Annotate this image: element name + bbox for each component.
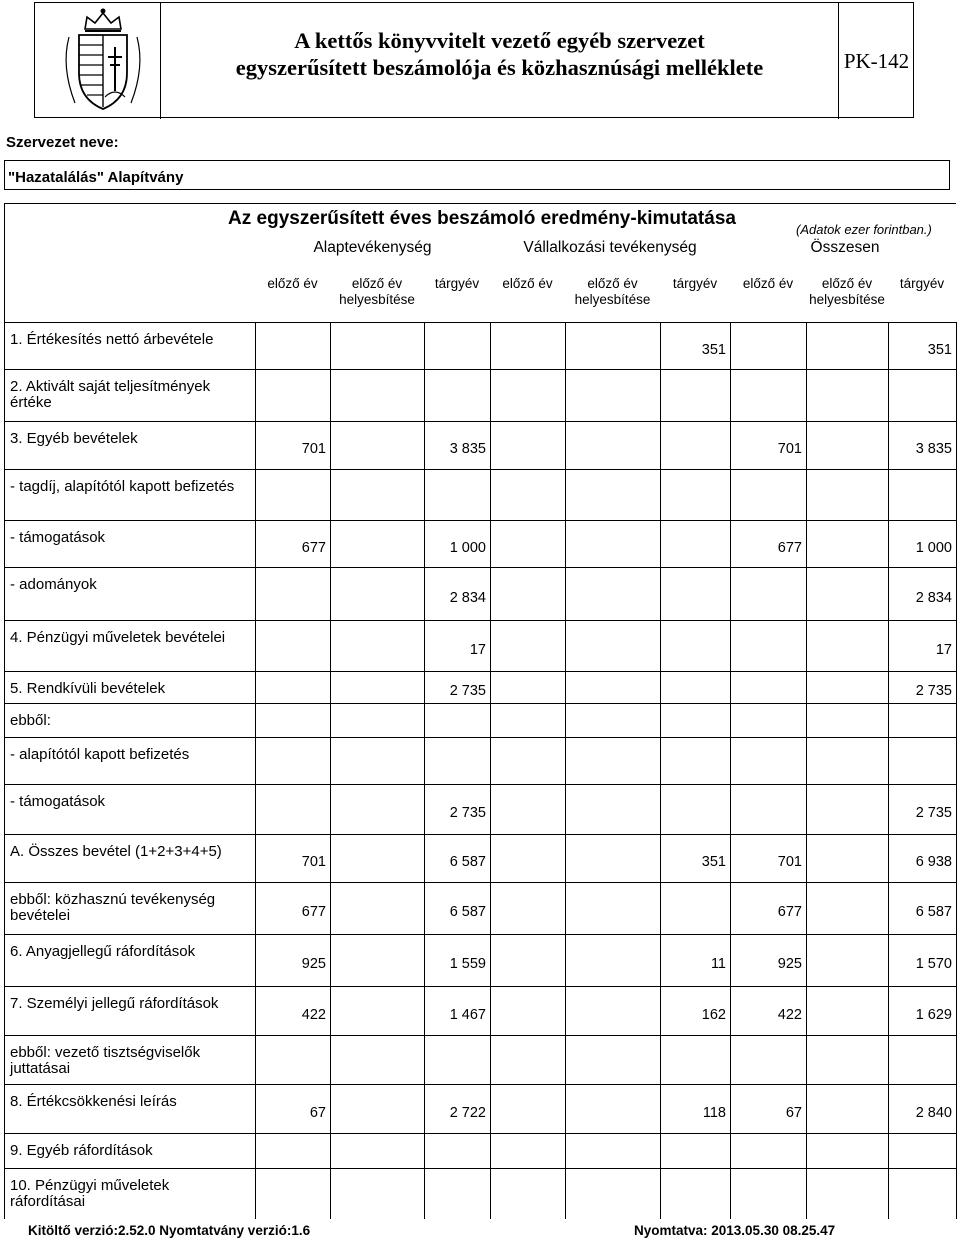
table-cell: 162 [701,1006,726,1023]
table-cell: 3 835 [449,441,486,457]
coat-of-arms-icon [57,7,149,113]
row-label: - alapítótól kapott befizetés [10,746,190,763]
column-header-line2: helyesbítése [809,292,885,307]
table-cell: 6 587 [449,854,486,870]
group-head-total: Összesen [810,239,880,256]
row-label: - tagdíj, alapítótól kapott befizetés [10,478,235,495]
table-row-divider [4,834,956,835]
table-cell: 677 [301,539,326,556]
row-label: - támogatások [10,529,106,546]
row-label: 2. Aktivált saját teljesítmények értéke [10,378,211,411]
organization-name-field: "Hazatalálás" Alapítvány [4,160,950,190]
table-row-divider [4,882,956,883]
row-label: - adományok [10,576,97,593]
table-row-divider [4,369,956,370]
column-header [660,276,730,292]
table-cell: 677 [301,904,326,920]
table-cell: 701 [301,441,326,457]
form-header [34,2,914,118]
table-row-divider [4,322,956,323]
table-row-divider [4,784,956,785]
table-cell: 701 [777,854,802,870]
row-label: 5. Rendkívüli bevételek [10,680,166,697]
column-header-line1: előző év [502,276,553,291]
table-cell: 701 [301,854,326,870]
table-cell: 2 834 [449,589,486,606]
table-row-divider [4,520,956,521]
footer-printed: Nyomtatva: 2013.05.30 08.25.47 [634,1223,836,1238]
table-cell: 1 000 [449,539,486,556]
row-label: 7. Személyi jellegű ráfordítások [10,995,219,1012]
table-row-divider [4,620,956,621]
table-row-divider [4,934,956,935]
table-cell: 701 [777,441,802,457]
row-label: 9. Egyéb ráfordítások [10,1142,153,1159]
table-cell: 3 835 [915,441,952,457]
table-cell: 6 938 [915,854,952,870]
form-title-line2: egyszerűsített beszámolója és közhasznúsági melléklete [235,55,764,80]
table-cell: 11 [710,956,726,972]
table-cell: 351 [927,341,952,358]
column-header-line1: előző év [821,276,873,291]
column-header [490,276,565,292]
row-label: 8. Értékcsökkenési leírás [10,1093,177,1110]
row-label: - támogatások [10,793,106,810]
unit-note: (Adatok ezer forintban.) [796,222,932,237]
table-cell: 1 467 [449,1006,486,1023]
form-code: PK-142 [838,3,914,119]
group-head-business-activity: Vállalkozási tevékenység [523,239,697,256]
group-head-basic-activity: Alaptevékenység [313,239,432,256]
table-cell: 6 587 [915,904,952,920]
row-label: ebből: [10,712,51,729]
row-label: A. Összes bevétel (1+2+3+4+5) [10,843,222,860]
column-header [888,276,956,292]
column-header-line1: előző év [267,276,318,291]
column-header-line2: helyesbítése [574,292,651,307]
table-row-divider [4,703,956,704]
row-label: 3. Egyéb bevételek [10,430,138,447]
table-cell: 1 559 [449,956,486,972]
table-column-divider [956,322,957,1219]
column-header [330,276,424,308]
table-cell: 2 735 [915,683,952,699]
table-row-divider [4,1084,956,1085]
table-row-divider [4,1133,956,1134]
row-label: ebből: közhasznú tevékenység bevételei [10,891,216,924]
table-row-divider [4,469,956,470]
table-cell: 677 [777,539,802,556]
table-cell: 1 629 [915,1006,952,1023]
row-label: 4. Pénzügyi műveletek bevételei [10,629,226,646]
table-cell: 925 [777,956,802,972]
row-label: 10. Pénzügyi műveletek ráfordításai [10,1177,170,1210]
column-header-line1: előző év [587,276,638,291]
column-header-line1: tárgyév [434,276,480,291]
table-cell: 2 834 [915,589,952,606]
table-cell: 422 [301,1006,326,1023]
table-row-divider [4,671,956,672]
table-cell: 1 570 [915,956,952,972]
column-header-line1: tárgyév [672,276,718,291]
table-cell: 2 735 [449,683,486,699]
table-cell: 2 735 [449,805,486,821]
row-label: ebből: vezető tisztségviselők juttatásai [10,1044,201,1077]
column-header [806,276,888,308]
row-label: 6. Anyagjellegű ráfordítások [10,943,196,960]
table-row-divider [4,986,956,987]
column-header [565,276,660,308]
table-title: Az egyszerűsített éves beszámoló eredmény-kimutatása [228,208,736,229]
table-row-divider [4,567,956,568]
column-header [255,276,330,292]
column-header-line1: tárgyév [899,276,945,291]
column-header-line2: helyesbítése [339,292,415,307]
table-cell: 351 [701,854,726,870]
table-cell: 351 [701,341,726,358]
column-header [730,276,806,292]
column-header-line1: előző év [742,276,794,291]
organization-label: Szervezet neve: [6,134,119,151]
table-row-divider [4,421,956,422]
footer-version: Kitöltő verzió:2.52.0 Nyomtatvány verzió:1.6 [28,1223,311,1238]
table-row-divider [4,737,956,738]
table-row-divider [4,1168,956,1169]
table-cell: 6 587 [449,904,486,920]
column-header-line1: előző év [351,276,403,291]
table-row-divider [4,1035,956,1036]
table-cell: 118 [702,1104,726,1121]
form-title-line1: A kettős könyvvitelt vezető egyéb szervezet [294,28,705,53]
table-cell: 1 000 [915,539,952,556]
table-cell: 17 [469,641,486,658]
table-cell: 2 722 [449,1104,486,1121]
form-title [160,3,838,119]
table-cell: 67 [309,1104,326,1121]
table-cell: 2 840 [915,1104,952,1121]
column-header [424,276,490,292]
table-cell: 925 [301,956,326,972]
table-cell: 67 [785,1104,802,1121]
table-cell: 422 [777,1006,802,1023]
table-cell: 2 735 [915,805,952,821]
row-label: 1. Értékesítés nettó árbevétele [10,331,214,348]
table-cell: 677 [777,904,802,920]
table-cell: 17 [935,641,952,658]
